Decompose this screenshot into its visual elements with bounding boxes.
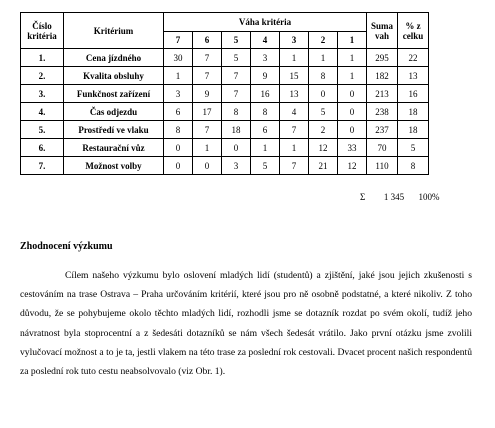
weight-count-cell: 0 — [338, 103, 367, 121]
section-heading: Zhodnocení výzkumu — [20, 241, 113, 252]
table-row — [21, 157, 429, 175]
sum-cell: 295 — [367, 49, 398, 67]
weight-count-cell: 6 — [164, 103, 193, 121]
table-row — [21, 139, 429, 157]
weight-count-cell: 18 — [222, 121, 251, 139]
criterion-name: Funkčnost zařízení — [64, 85, 164, 103]
weight-count-cell: 0 — [164, 157, 193, 175]
weight-count-cell: 7 — [280, 121, 309, 139]
percent-cell: 18 — [398, 103, 429, 121]
weight-count-cell: 1 — [280, 139, 309, 157]
weight-count-cell: 1 — [309, 49, 338, 67]
weight-count-cell: 0 — [309, 85, 338, 103]
header-criterion: Kritérium — [64, 13, 164, 49]
sum-cell: 70 — [367, 139, 398, 157]
weight-count-cell: 5 — [309, 103, 338, 121]
weight-count-cell: 4 — [280, 103, 309, 121]
criterion-name: Restaurační vůz — [64, 139, 164, 157]
sum-cell: 238 — [367, 103, 398, 121]
header-sum: Suma vah — [367, 13, 398, 49]
header-weight-value: 2 — [309, 32, 338, 49]
table-row — [21, 67, 429, 85]
header-weight-value: 7 — [164, 32, 193, 49]
header-weight-value: 4 — [251, 32, 280, 49]
row-number: 1. — [21, 49, 64, 67]
weight-count-cell: 8 — [251, 103, 280, 121]
percent-cell: 16 — [398, 85, 429, 103]
header-weight-value: 3 — [280, 32, 309, 49]
header-percent: % z celku — [398, 13, 429, 49]
total-sum: 1 345 — [383, 192, 405, 202]
weight-count-cell: 33 — [338, 139, 367, 157]
header-weight: Váha kritéria — [164, 13, 367, 32]
sum-cell: 110 — [367, 157, 398, 175]
sum-cell: 237 — [367, 121, 398, 139]
weight-count-cell: 9 — [193, 85, 222, 103]
row-number: 7. — [21, 157, 64, 175]
sum-cell: 182 — [367, 67, 398, 85]
weight-count-cell: 5 — [251, 157, 280, 175]
weight-count-cell: 1 — [280, 49, 309, 67]
row-number: 4. — [21, 103, 64, 121]
weight-count-cell: 1 — [251, 139, 280, 157]
weight-count-cell: 0 — [164, 139, 193, 157]
sum-cell: 213 — [367, 85, 398, 103]
weight-count-cell: 0 — [338, 85, 367, 103]
weight-count-cell: 7 — [193, 121, 222, 139]
criterion-name: Cena jízdného — [64, 49, 164, 67]
percent-cell: 5 — [398, 139, 429, 157]
weight-count-cell: 1 — [164, 67, 193, 85]
weight-count-cell: 3 — [251, 49, 280, 67]
table-row — [21, 49, 429, 67]
header-criterion-number: Číslo kritéria — [21, 13, 64, 49]
weight-count-cell: 8 — [309, 67, 338, 85]
table-body — [21, 49, 429, 175]
body-paragraph: Cílem našeho výzkumu bylo oslovení mladých lidí (studentů) a zjištění, jaké jsou jejich zkušenosti s cestováním na trase Ostrava – Praha určováním kritérií, které jsou pro ně osobně podstatné, a které nikoliv. Z toho důvodu, že se pohybujeme okolo těchto mladých lidí, rozhodli jsme se dotazník rozdat po svém okolí, tudíž jeho návratnost byla stoprocentní a z šedesáti dotazníků se nám všech šedesát vrátilo. Jako první otázku jsme zvolili vylučovací možnost a to je ta, jestli vlakem na této trase za poslední rok cestovali. Dvacet procent našich respondentů za poslední rok tuto cestu neabsolvovalo (viz Obr. 1). — [20, 270, 472, 378]
weight-count-cell: 21 — [309, 157, 338, 175]
weight-count-cell: 0 — [338, 121, 367, 139]
weight-count-cell: 3 — [164, 85, 193, 103]
weight-count-cell: 15 — [280, 67, 309, 85]
weight-count-cell: 8 — [164, 121, 193, 139]
weight-count-cell: 1 — [338, 49, 367, 67]
weight-count-cell: 0 — [193, 157, 222, 175]
weight-count-cell: 7 — [193, 49, 222, 67]
weight-count-cell: 7 — [222, 85, 251, 103]
table-row — [21, 121, 429, 139]
header-weight-value: 5 — [222, 32, 251, 49]
header-weight-value: 1 — [338, 32, 367, 49]
weight-count-cell: 2 — [309, 121, 338, 139]
weight-count-cell: 13 — [280, 85, 309, 103]
criterion-name: Kvalita obsluhy — [64, 67, 164, 85]
header-weight-value: 6 — [193, 32, 222, 49]
weight-count-cell: 1 — [193, 139, 222, 157]
row-number: 6. — [21, 139, 64, 157]
row-number: 2. — [21, 67, 64, 85]
table-header-row — [21, 13, 429, 32]
weight-count-cell: 1 — [338, 67, 367, 85]
weight-count-cell: 8 — [222, 103, 251, 121]
row-number: 3. — [21, 85, 64, 103]
weight-count-cell: 7 — [222, 67, 251, 85]
percent-cell: 8 — [398, 157, 429, 175]
weight-count-cell: 12 — [309, 139, 338, 157]
criterion-name: Možnost volby — [64, 157, 164, 175]
table-row — [21, 103, 429, 121]
weight-count-cell: 16 — [251, 85, 280, 103]
weight-count-cell: 6 — [251, 121, 280, 139]
percent-cell: 22 — [398, 49, 429, 67]
percent-cell: 13 — [398, 67, 429, 85]
table-row — [21, 85, 429, 103]
weight-count-cell: 0 — [222, 139, 251, 157]
percent-cell: 18 — [398, 121, 429, 139]
sum-symbol: Σ — [360, 192, 366, 202]
weight-count-cell: 9 — [251, 67, 280, 85]
weight-count-cell: 30 — [164, 49, 193, 67]
criterion-name: Prostředí ve vlaku — [64, 121, 164, 139]
table-total-row — [360, 192, 480, 202]
weight-count-cell: 7 — [280, 157, 309, 175]
weight-count-cell: 3 — [222, 157, 251, 175]
row-number: 5. — [21, 121, 64, 139]
criteria-table — [20, 12, 429, 175]
weight-count-cell: 17 — [193, 103, 222, 121]
weight-count-cell: 12 — [338, 157, 367, 175]
total-percent: 100% — [418, 192, 440, 202]
criterion-name: Čas odjezdu — [64, 103, 164, 121]
weight-count-cell: 7 — [193, 67, 222, 85]
weight-count-cell: 5 — [222, 49, 251, 67]
